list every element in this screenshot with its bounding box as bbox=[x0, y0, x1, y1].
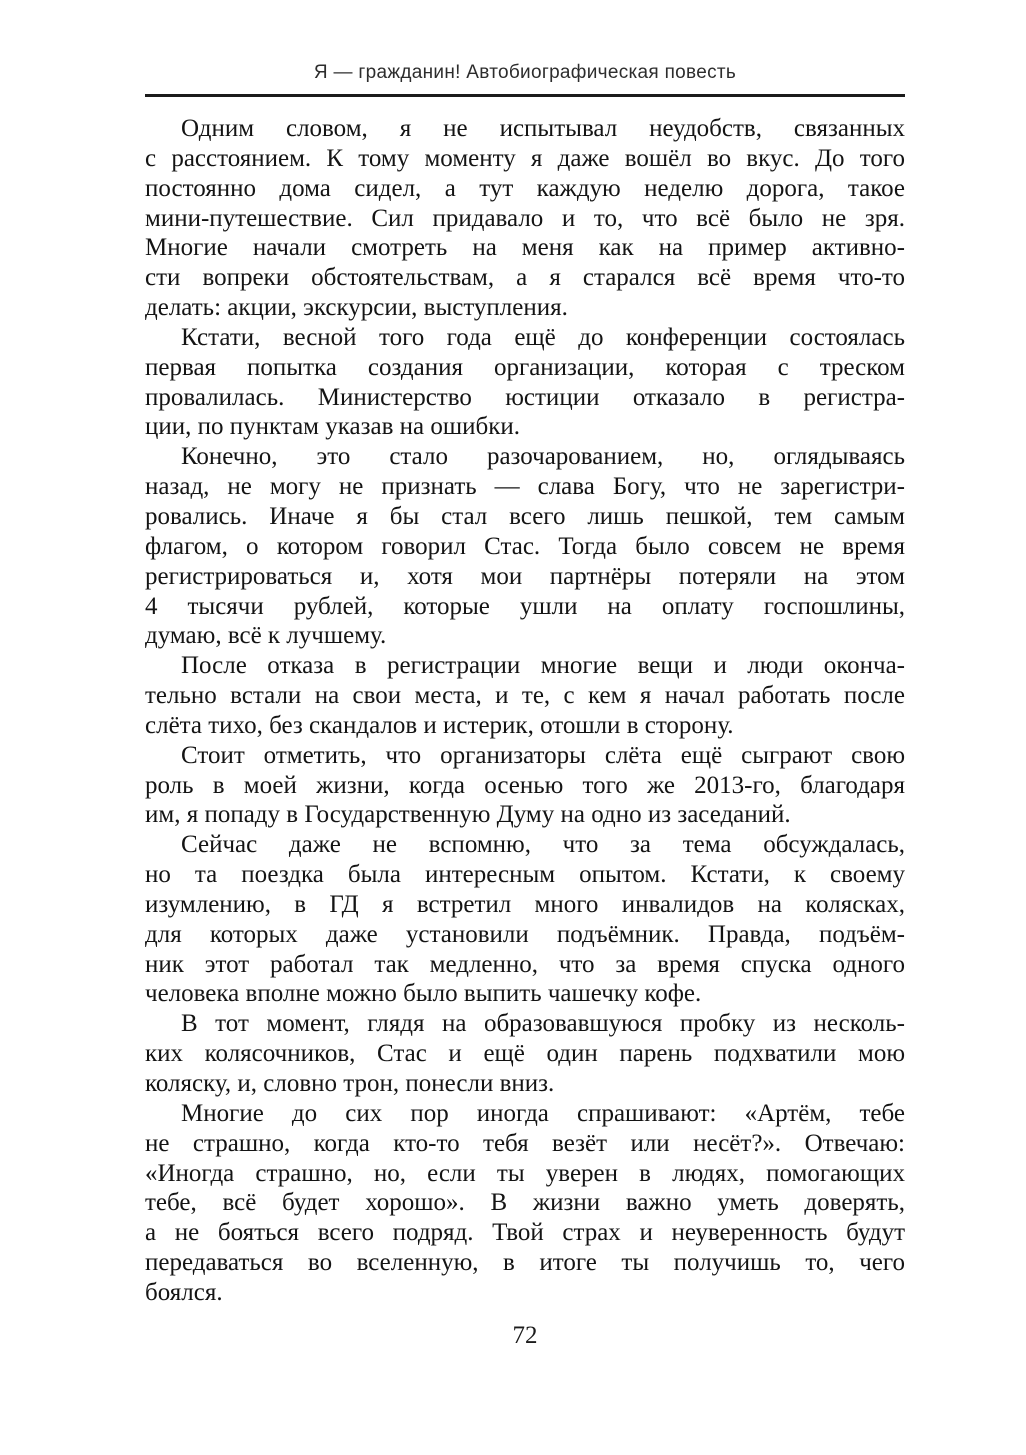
body-line: человека вполне можно было выпить чашечку кофе. bbox=[145, 980, 702, 1008]
body-line: им, я попаду в Государственную Думу на одно из заседаний. bbox=[145, 801, 791, 829]
body-line: ник этот работал так медленно, что за время спуска одного bbox=[145, 950, 905, 978]
paragraph bbox=[145, 442, 905, 651]
body-line: боялся. bbox=[145, 1278, 223, 1306]
body-line: регистрироваться и, хотя мои партнёры потеряли на этом bbox=[145, 562, 905, 590]
body-line: В тот момент, глядя на образовавшуюся пробку из несколь- bbox=[181, 1010, 905, 1038]
body-line: Конечно, это стало разочарованием, но, оглядываясь bbox=[181, 443, 905, 471]
body-line: ких колясочников, Стас и ещё один парень подхватили мою bbox=[145, 1040, 905, 1068]
body-line: но та поездка была интересным опытом. Кстати, к своему bbox=[145, 861, 905, 889]
body-line: с расстоянием. К тому моменту я даже вошёл во вкус. До того bbox=[145, 144, 905, 172]
body-line: для которых даже установили подъёмник. Правда, подъём- bbox=[145, 920, 905, 948]
paragraph bbox=[145, 651, 905, 741]
body-line: назад, не могу не признать — слава Богу, что не зарегистри- bbox=[145, 473, 905, 501]
body-line: первая попытка создания организации, которая с треском bbox=[145, 353, 905, 381]
header-rule bbox=[145, 94, 905, 97]
paragraph bbox=[145, 741, 905, 831]
body-line: ции, по пунктам указав на ошибки. bbox=[145, 413, 520, 441]
page-number: 72 bbox=[512, 1322, 538, 1349]
paragraph bbox=[145, 323, 905, 442]
body-line: Кстати, весной того года ещё до конференции состоялась bbox=[181, 323, 905, 351]
body-line: Многие до сих пор иногда спрашивают: «Артём, тебе bbox=[181, 1099, 905, 1127]
body-line: думаю, всё к лучшему. bbox=[145, 622, 387, 650]
paragraph bbox=[145, 1009, 905, 1099]
body-line: изумлению, в ГД я встретил много инвалидов на колясках, bbox=[145, 890, 905, 918]
body-line: Многие начали смотреть на меня как на пример активно- bbox=[145, 234, 905, 262]
body-line: тельно встали на свои места, и те, с кем я начал работать после bbox=[145, 682, 905, 710]
body-line: коляску, и, словно трон, понесли вниз. bbox=[145, 1070, 555, 1097]
body-line: Стоит отметить, что организаторы слёта ещё сыграют свою bbox=[181, 741, 905, 769]
body-line: слёта тихо, без скандалов и истерик, отошли в сторону. bbox=[145, 711, 734, 739]
body-line: После отказа в регистрации многие вещи и люди оконча- bbox=[181, 652, 905, 680]
body-line: 4 тысячи рублей, которые ушли на оплату госпошлины, bbox=[145, 592, 905, 620]
body-line: провалилась. Министерство юстиции отказало в регистра- bbox=[145, 383, 905, 411]
body-line: Сейчас даже не вспомню, что за тема обсуждалась, bbox=[181, 831, 905, 859]
body-line: тебе, всё будет хорошо». В жизни важно уметь доверять, bbox=[145, 1189, 905, 1217]
body-line: сти вопреки обстоятельствам, а я старался всё время что-то bbox=[145, 264, 905, 292]
body-line: постоянно дома сидел, а тут каждую неделю дорога, такое bbox=[145, 174, 905, 202]
body-line: передаваться во вселенную, в итоге ты получишь то, чего bbox=[145, 1249, 905, 1277]
body-line: «Иногда страшно, но, если ты уверен в людях, помогающих bbox=[145, 1159, 905, 1187]
body-line: делать: акции, экскурсии, выступления. bbox=[145, 294, 568, 322]
text-block bbox=[145, 114, 905, 1308]
paragraph bbox=[145, 114, 905, 323]
body-line: флагом, о котором говорил Стас. Тогда было совсем не время bbox=[145, 532, 905, 560]
body-line: роль в моей жизни, когда осенью того же 2013-го, благодаря bbox=[145, 771, 905, 799]
body-line: не страшно, когда кто-то тебя везёт или несёт?». Отвечаю: bbox=[145, 1129, 905, 1157]
paragraph bbox=[145, 1099, 905, 1308]
body-line: а не бояться всего подряд. Твой страх и неуверенность будут bbox=[145, 1219, 905, 1247]
body-line: ровались. Иначе я бы стал всего лишь пешкой, тем самым bbox=[145, 502, 905, 530]
running-header-title: Я — гражданин! Автобиографическая повесть bbox=[313, 62, 737, 83]
body-line: мини-путешествие. Сил придавало и то, что всё было не зря. bbox=[145, 204, 905, 232]
body-line: Одним словом, я не испытывал неудобств, связанных bbox=[181, 115, 905, 142]
paragraph bbox=[145, 830, 905, 1009]
